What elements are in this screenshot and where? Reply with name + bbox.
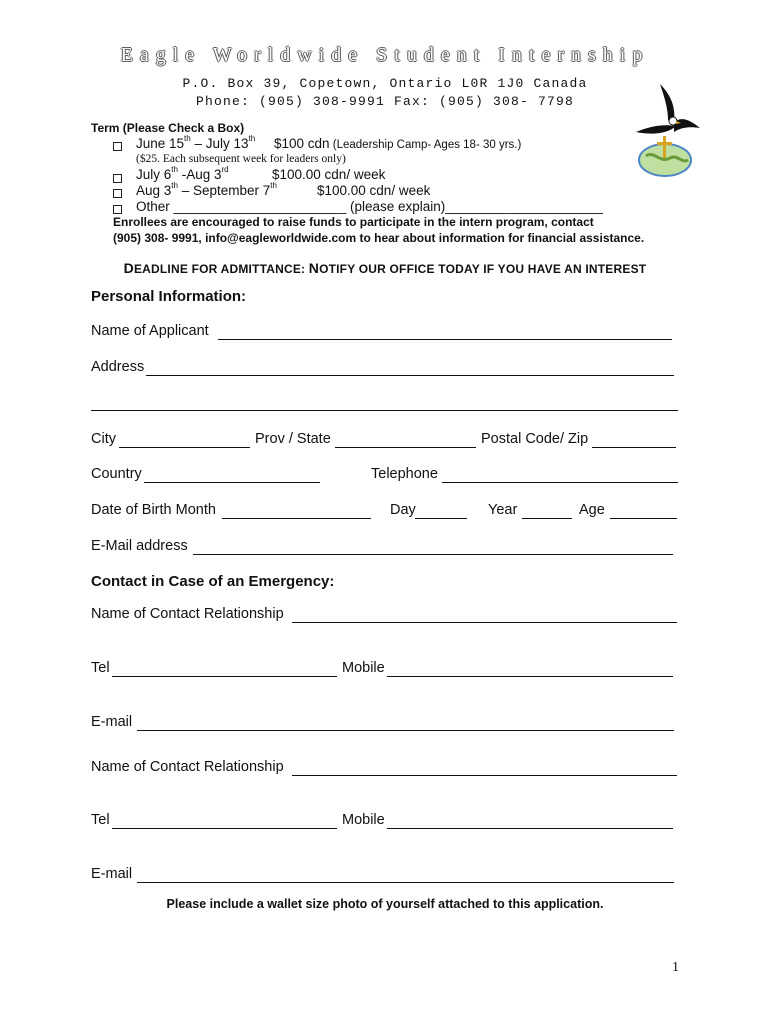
applicant-name-label: Name of Applicant — [91, 323, 209, 339]
age-field[interactable] — [610, 518, 677, 519]
prov-field[interactable] — [335, 447, 476, 448]
contact-1-tel-label: Tel — [91, 660, 110, 676]
contact-2-mobile-label: Mobile — [342, 812, 385, 828]
contact-2-email-label: E-mail — [91, 866, 133, 882]
day-label: Day — [390, 502, 416, 518]
eagle-globe-logo — [630, 80, 702, 180]
term-option-other[interactable]: Other _______________________ (please explain)_____________________ — [136, 199, 603, 214]
year-label: Year — [488, 502, 518, 518]
phone-fax: Phone: (905) 308-9991 Fax: (905) 308- 7798 — [195, 94, 575, 109]
july-checkbox[interactable] — [113, 174, 122, 183]
personal-info-heading: Personal Information: — [91, 288, 247, 305]
contact-1-mobile-label: Mobile — [342, 660, 385, 676]
page-number: 1 — [672, 960, 679, 975]
term-option-june-note: ($25. Each subsequent week for leaders only) — [136, 153, 346, 165]
contact-1-email-field[interactable] — [137, 730, 674, 731]
term-option-june-price: $100 cdn (Leadership Camp- Ages 18- 30 yrs.) — [274, 136, 522, 151]
year-field[interactable] — [522, 518, 572, 519]
term-option-august-price: $100.00 cdn/ week — [317, 183, 431, 198]
august-checkbox[interactable] — [113, 189, 122, 198]
postal-field[interactable] — [592, 447, 676, 448]
emergency-heading: Contact in Case of an Emergency: — [91, 573, 335, 590]
term-heading: Term (Please Check a Box) — [91, 121, 245, 135]
postal-label: Postal Code/ Zip — [481, 431, 589, 447]
contact-2-label: Name of Contact Relationship — [91, 759, 284, 775]
applicant-name-field[interactable] — [218, 339, 672, 340]
telephone-field[interactable] — [442, 482, 678, 483]
contact-1-email-label: E-mail — [91, 714, 133, 730]
contact-1-label: Name of Contact Relationship — [91, 606, 284, 622]
funds-note-line2: (905) 308- 9991, info@eagleworldwide.com to hear about information for financial assistance. — [113, 231, 645, 245]
other-checkbox[interactable] — [113, 205, 122, 214]
deadline-notice: DEADLINE FOR ADMITTANCE: NOTIFY OUR OFFICE TODAY IF YOU HAVE AN INTEREST — [123, 260, 647, 276]
mailing-address: P.O. Box 39, Copetown, Ontario L0R 1J0 Canada — [182, 76, 588, 91]
term-option-july-price: $100.00 cdn/ week — [272, 167, 386, 182]
city-label: City — [91, 431, 116, 447]
contact-2-email-field[interactable] — [137, 882, 674, 883]
dob-label: Date of Birth Month — [91, 502, 216, 518]
contact-1-tel-field[interactable] — [112, 676, 337, 677]
address-field-2[interactable] — [91, 410, 678, 411]
contact-2-mobile-field[interactable] — [387, 828, 673, 829]
address-label: Address — [91, 359, 145, 375]
photo-note: Please include a wallet size photo of yourself attached to this application. — [166, 897, 604, 911]
document-title: Eagle Worldwide Student Internship — [120, 44, 650, 66]
contact-1-mobile-field[interactable] — [387, 676, 673, 677]
city-field[interactable] — [119, 447, 250, 448]
telephone-label: Telephone — [371, 466, 438, 482]
term-option-july: July 6th -Aug 3rd — [136, 165, 229, 182]
address-field-1[interactable] — [146, 375, 674, 376]
country-label: Country — [91, 466, 142, 482]
prov-label: Prov / State — [255, 431, 331, 447]
country-field[interactable] — [144, 482, 320, 483]
contact-2-tel-field[interactable] — [112, 828, 337, 829]
funds-note-line1: Enrollees are encouraged to raise funds to participate in the intern program, contact — [113, 215, 594, 229]
contact-1-field[interactable] — [292, 622, 677, 623]
term-option-august: Aug 3th – September 7th — [136, 181, 277, 198]
dob-month-field[interactable] — [222, 518, 371, 519]
june-checkbox[interactable] — [113, 142, 122, 151]
age-label: Age — [579, 502, 605, 518]
email-field[interactable] — [193, 554, 673, 555]
day-field[interactable] — [415, 518, 467, 519]
contact-2-field[interactable] — [292, 775, 677, 776]
contact-2-tel-label: Tel — [91, 812, 110, 828]
email-label: E-Mail address — [91, 538, 188, 554]
term-option-june: June 15th – July 13th — [136, 134, 256, 151]
